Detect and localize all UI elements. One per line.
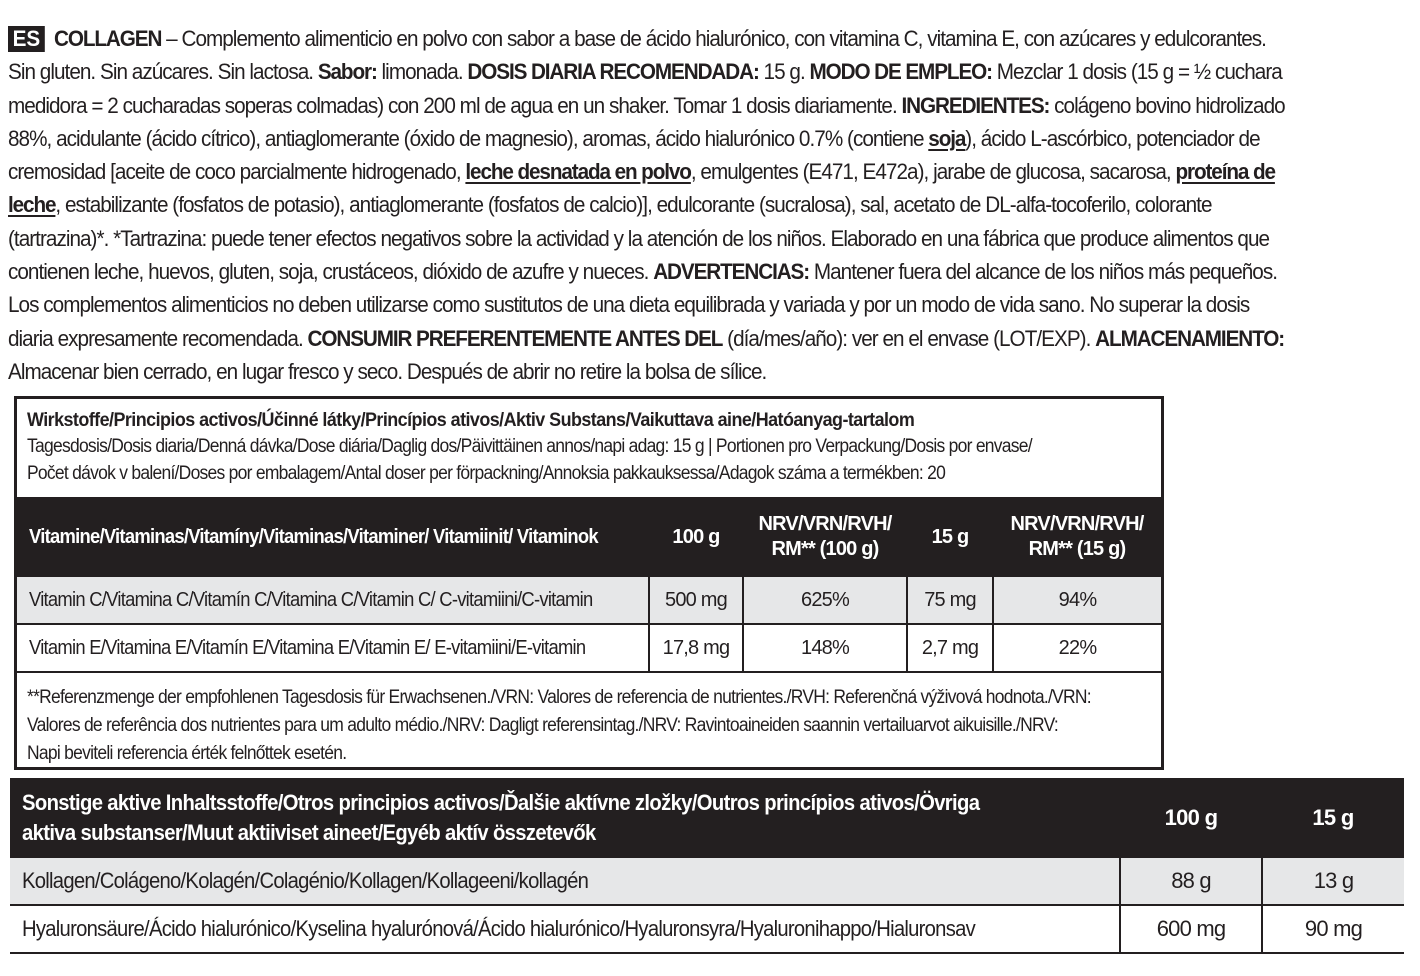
allergen-leche-desnatada: leche desnatada en polvo [465,159,691,185]
vitamin-c-nrv-15g: 94% [993,577,1161,624]
consumir-label: CONSUMIR PREFERENTEMENTE ANTES DEL [307,325,723,351]
other-actives-table [10,778,1404,954]
other-actives-header-100g: 100 g [1120,778,1262,858]
allergen-soja: soja [928,125,966,151]
advertencias-text: Mantener fuera del alcance de los niños más pequeños. Los complementos alimenticios no deben utilizarse como sustitutos de una dieta equilibrada y variada y por un modo de vida sano. No superar la dosis diaria expresamente recomendada. [8,259,1278,351]
collagen-100g: 88 g [1120,858,1262,905]
collagen-15g: 13 g [1262,858,1404,905]
active-ingredients-header [27,407,1157,487]
active-ingredients-title: Wirkstoffe/Principios activos/Účinné látky/Princípios ativos/Aktiv Substans/Vaikuttava aine/Hatóanyag-tartalom [27,409,915,431]
sabor-label: Sabor: [317,59,377,85]
advertencias-label: ADVERTENCIAS: [653,259,810,285]
almacenamiento-label: ALMACENAMIENTO: [1095,325,1285,351]
table-row [10,858,1404,905]
footnote-line-1: **Referenzmenge der empfohlenen Tagesdosis für Erwachsenen./VRN: Valores de referencia de nutrientes./RVH: Referenčná výživová hodnota./VRN: [27,687,1091,708]
table-row [17,624,1161,672]
vitamin-e-nrv-15g: 22% [993,624,1161,672]
other-actives-header-15g: 15 g [1262,778,1404,858]
hyaluronic-acid-100g: 600 mg [1120,905,1262,953]
almacenamiento-text: Almacenar bien cerrado, en lugar fresco y seco. Después de abrir no retire la bolsa de sílice. [8,358,767,384]
servings-line: Počet dávok v balení/Doses por embalagem/Antal doser per förpackning/Annoksia pakkauksessa/Adagok száma a termékben: 20 [27,463,946,484]
vitamin-e-name: Vitamin E/Vitamina E/Vitamín E/Vitamina E/Vitamin E/ E-vitamiini/E-vitamin [17,624,649,672]
vitamin-e-100g: 17,8 mg [649,624,743,672]
label-paragraph [8,22,1290,388]
active-ingredients-box [14,396,1164,770]
table-row [10,905,1404,953]
modo-label: MODO DE EMPLEO: [809,59,992,85]
footnote-line-3: Napi beviteli referencia érték felnőttek esetén. [27,743,347,764]
modo-text: Mezclar 1 dosis (15 g = ½ cuchara medidora = 2 cucharadas soperas colmadas) con 200 ml de agua en un shaker. Tomar 1 dosis diariamente. [8,59,1282,118]
ingredientes-text-2: ), ácido L-ascórbico, potenciador de cremosidad [aceite de coco parcialmente hidrogenado, [8,125,1260,185]
ingredientes-text-3: , emulgentes (E471, E472a), jarabe de glucosa, sacarosa, [690,159,1176,185]
vitamins-header-nrv-15g: NRV/VRN/RVH/ RM** (15 g) [993,497,1161,577]
vitamins-header-nrv-100g: NRV/VRN/RVH/ RM** (100 g) [743,497,907,577]
footnote-line-2: Valores de referência dos nutrientes para um adulto médio./NRV: Dagligt referensintag./NRV: Ravintoaineiden saannin vertailuarvot aikuisille./NRV: [27,715,1058,736]
intro-text: – Complemento alimenticio en polvo con sabor a base de ácido hialurónico, con vitamina C, vitamina E, con azúcares y edulcorantes. Sin gluten. Sin azúcares. Sin lactosa. [8,26,1266,85]
dosis-text: 15 g. [758,59,810,85]
vitamins-header-15g: 15 g [907,497,993,577]
nrv-footnote [27,684,1157,768]
hyaluronic-acid-15g: 90 mg [1262,905,1404,953]
table-row [17,577,1161,624]
daily-dose-line: Tagesdosis/Dosis diaria/Denná dávka/Dose diária/Daglig dos/Päivittäinen annos/napi adag: 15 g | Portionen pro Verpackung/Dosis por envase/ [27,436,1032,457]
vitamin-c-nrv-100g: 625% [743,577,907,624]
other-actives-header-name: Sonstige aktive Inhaltsstoffe/Otros principios activos/Ďalšie aktívne zložky/Outros princípios ativos/Övriga aktiva substanser/Muut aktiiviset aineet/Egyéb aktív összetevők [10,778,1120,858]
vitamin-c-100g: 500 mg [649,577,743,624]
hyaluronic-acid-name: Hyaluronsäure/Ácido hialurónico/Kyselina hyalurónová/Ácido hialurónico/Hyaluronsyra/Hyaluronihappo/Hialuronsav [10,905,1120,953]
vitamin-c-name: Vitamin C/Vitamina C/Vitamín C/Vitamina C/Vitamin C/ C-vitamiini/C-vitamin [17,577,649,624]
allergen-proteina-leche: proteína de leche [8,159,1275,218]
dosis-label: DOSIS DIARIA RECOMENDADA: [467,59,759,85]
vitamin-c-15g: 75 mg [907,577,993,624]
vitamins-header-name: Vitamine/Vitaminas/Vitamíny/Vitaminas/Vitaminer/ Vitamiinit/ Vitaminok [17,497,649,577]
ingredientes-text-4: , estabilizante (fosfatos de potasio), antiaglomerante (fosfatos de calcio)], edulcorante (sucralosa), sal, acetato de DL-alfa-tocoferilo, colorante (tartrazina)*. *Tartrazina: puede tener efectos negativos sobre la actividad y la atención de los niños. Elaborado en una fábrica que produce alimentos que contienen leche, huevos, gluten, soja, crustáceos, dióxido de azufre y nueces. [8,192,1270,285]
other-actives-header-row [10,778,1404,858]
collagen-name: Kollagen/Colágeno/Kolagén/Colagénio/Kollagen/Kollageeni/kollagén [10,858,1120,905]
language-badge: ES [8,26,45,52]
ingredientes-label: INGREDIENTES: [901,92,1050,118]
vitamin-e-15g: 2,7 mg [907,624,993,672]
consumir-text: (día/mes/año): ver en el envase (LOT/EXP). [722,325,1096,351]
vitamin-e-nrv-100g: 148% [743,624,907,672]
vitamins-table [17,497,1161,673]
ingredientes-text-1: colágeno bovino hidrolizado 88%, acidulante (ácido cítrico), antiaglomerante (óxido de magnesio), aromas, ácido hialurónico 0.7% (contiene [8,92,1285,151]
sabor-text: limonada. [376,59,468,85]
vitamins-header-100g: 100 g [649,497,743,577]
product-title: COLLAGEN [54,26,162,51]
vitamins-header-row [17,497,1161,577]
